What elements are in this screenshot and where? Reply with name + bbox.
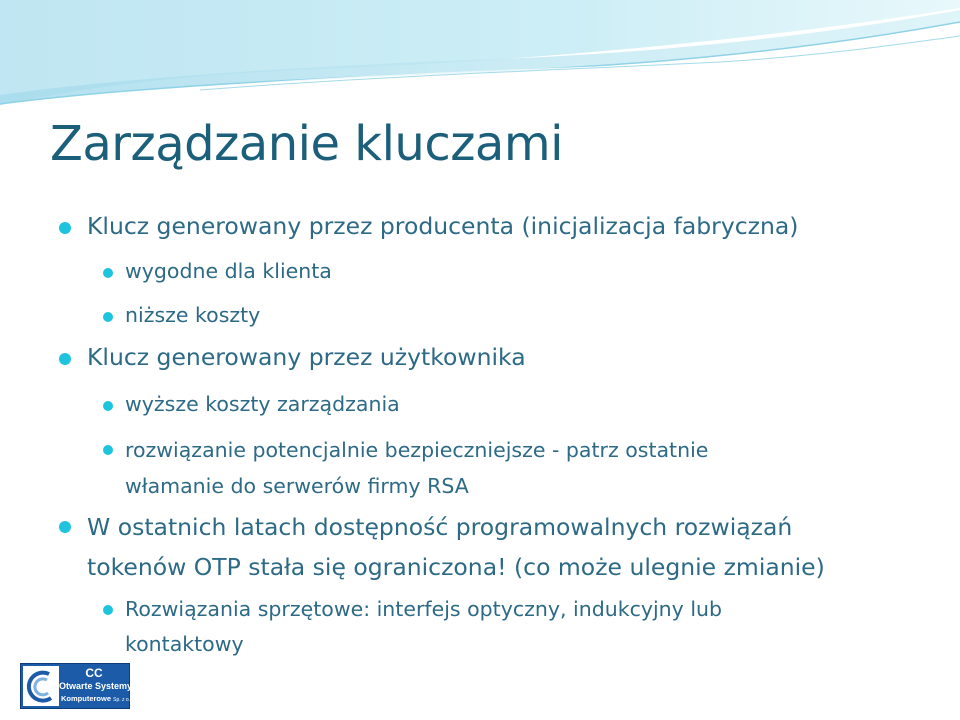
logo-text-komputerowe: Komputerowe bbox=[61, 694, 112, 703]
bullet-dot-icon bbox=[59, 521, 71, 533]
bullet-text-continued: włamanie do serwerów firmy RSA bbox=[125, 474, 469, 498]
bullet-text: rozwiązanie potencjalnie bezpieczniejsze - patrz ostatnie bbox=[125, 438, 709, 462]
slide-title: Zarządzanie kluczami bbox=[50, 116, 563, 172]
logo-text-cc: CC bbox=[85, 666, 103, 680]
logo-swirl-icon bbox=[23, 666, 59, 706]
bullet-dot-icon bbox=[103, 401, 113, 411]
bullet-item-level2 bbox=[125, 259, 332, 283]
logo-text-line2: Otwarte Systemy bbox=[59, 681, 133, 691]
bullet-text-continued: tokenów OTP stała się ograniczona! (co może ulegnie zmianie) bbox=[87, 553, 825, 581]
bullet-item-level2 bbox=[125, 592, 722, 662]
bullet-text: wyższe koszty zarządzania bbox=[125, 392, 400, 416]
bullet-item-level2 bbox=[125, 432, 708, 504]
bullet-text: W ostatnich latach dostępność programowalnych rozwiązań bbox=[87, 513, 793, 541]
logo-text-suffix: Sp. z o.o. bbox=[113, 697, 135, 703]
company-logo bbox=[20, 663, 135, 709]
bullet-dot-icon bbox=[103, 605, 113, 615]
bullet-item-level2 bbox=[125, 303, 260, 327]
bullet-item-level1 bbox=[87, 212, 798, 240]
bullet-item-level2 bbox=[125, 392, 400, 416]
bullet-text: Rozwiązania sprzętowe: interfejs optyczny, indukcyjny lub bbox=[125, 597, 723, 621]
bullet-dot-icon bbox=[103, 268, 113, 278]
bullet-text: wygodne dla klienta bbox=[125, 259, 332, 283]
bullet-text-continued: kontaktowy bbox=[125, 632, 244, 656]
bullet-dot-icon bbox=[103, 312, 113, 322]
logo-text-line3 bbox=[61, 694, 135, 703]
bullet-item-level1 bbox=[87, 343, 526, 371]
bullet-dot-icon bbox=[59, 222, 71, 234]
bullet-item-level1 bbox=[87, 507, 825, 587]
bullet-text: Klucz generowany przez producenta (inicjalizacja fabryczna) bbox=[87, 212, 799, 240]
bullet-text: niższe koszty bbox=[125, 303, 261, 327]
bullet-dot-icon bbox=[103, 445, 113, 455]
bullet-dot-icon bbox=[59, 353, 71, 365]
bullet-text: Klucz generowany przez użytkownika bbox=[87, 343, 526, 371]
